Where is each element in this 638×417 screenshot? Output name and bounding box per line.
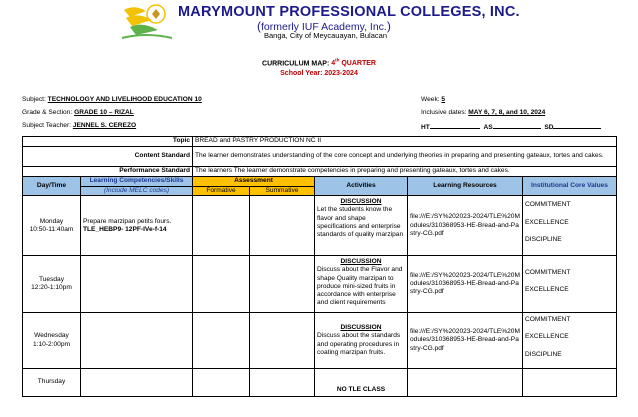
formative-cell: [193, 196, 250, 256]
school-seal-icon: [116, 2, 174, 42]
former-name-text: formerly IUF Academy, Inc.: [261, 21, 387, 33]
header-row: [23, 177, 617, 187]
content-standard-label: Content Standard: [23, 147, 193, 167]
col-melc-note: (Include MELC codes): [81, 187, 193, 196]
week-line: Week: 5: [421, 96, 446, 103]
activity-cell: DISCUSSION Discuss about the Flavor and shape Quality marzipan to produce mini-sized fruits in accordance with enterprise and client requirements: [315, 256, 408, 313]
col-day: Day/Time: [23, 177, 81, 196]
formative-cell: [193, 368, 250, 396]
table-row: [23, 196, 617, 256]
performance-standard-value: The learners The learner demonstrate competencies in preparing and presenting gateaux, tortes and cakes.: [193, 167, 617, 177]
table-row: [23, 313, 617, 369]
col-core-values: Institutional Core Values: [523, 177, 617, 196]
summative-cell: [250, 256, 315, 313]
resource-cell: file:///E:/SY%202023-2024/TLE%20Modules/310368953-HE-Bread-and-Pastry-CG.pdf: [408, 196, 523, 256]
competency-cell: [81, 256, 193, 313]
competency-cell: [81, 313, 193, 369]
topic-value: BREAD and PASTRY PRODUCTION NC II: [193, 137, 617, 147]
day-cell: Thursday: [23, 368, 81, 396]
day-cell: Wednesday 1:10-2:00pm: [23, 313, 81, 369]
competency-cell: [81, 368, 193, 396]
col-assessment: Assessment: [193, 177, 315, 187]
curriculum-table: [22, 136, 617, 397]
table-row: [23, 368, 617, 396]
col-activities: Activities: [315, 177, 408, 196]
signature-line: [421, 122, 601, 131]
performance-standard-label: Performance Standard: [23, 167, 193, 177]
activity-cell: DISCUSSION Discuss about the standards and operating procedures in coating marzipan fruits.: [315, 313, 408, 369]
school-year: School Year: 2023-2024: [280, 70, 358, 77]
content-standard-value: The learner demonstrates understanding of the core concept and underlying theories in preparing and presenting gateaux, tortes and cakes.: [193, 147, 617, 167]
dates-line: Inclusive dates: MAY 6, 7, 8, and 10, 2024: [421, 109, 546, 116]
values-cell: COMMITMENT EXCELLENCE DISCIPLINE: [523, 313, 617, 369]
topic-label: Topic: [23, 137, 193, 147]
topic-row: [23, 137, 617, 147]
activity-cell: NO TLE CLASS: [315, 368, 408, 396]
col-formative: Formative: [193, 187, 250, 196]
teacher-line: Subject Teacher: JENNEL S. CEREZO: [22, 122, 137, 129]
as-label: AS: [483, 124, 493, 131]
school-name: MARYMOUNT PROFESSIONAL COLLEGES, INC.: [178, 4, 520, 20]
former-name: (formerly IUF Academy, Inc.): [257, 19, 391, 33]
col-summative: Summative: [250, 187, 315, 196]
activity-cell: DISCUSSION Let the students know the flavor and shape specifications and enterprise standards of quality marzipan: [315, 196, 408, 256]
formative-cell: [193, 313, 250, 369]
resource-cell: file:///E:/SY%202023-2024/TLE%20Modules/310368953-HE-Bread-and-Pastry-CG.pdf: [408, 256, 523, 313]
values-cell: [523, 368, 617, 396]
day-cell: Tuesday 12:20-1:10pm: [23, 256, 81, 313]
curriculum-map-title: [0, 58, 638, 67]
col-learning-competencies: Learning Competencies/Skills: [81, 177, 193, 187]
summative-cell: [250, 368, 315, 396]
competency-cell: Prepare marzipan petits fours. TLE_HEBP9- 12PF-IVe-f-14: [81, 196, 193, 256]
values-cell: COMMITMENT EXCELLENCE DISCIPLINE: [523, 196, 617, 256]
grade-value: GRADE 10 – RIZAL: [74, 109, 134, 116]
grade-line: Grade & Section: GRADE 10 – RIZAL: [22, 109, 134, 116]
formative-cell: [193, 256, 250, 313]
resource-cell: [408, 368, 523, 396]
summative-cell: [250, 196, 315, 256]
title-main: CURRICULUM MAP:: [262, 60, 330, 68]
sd-label: SD: [544, 124, 554, 131]
col-resources: Learning Resources: [408, 177, 523, 196]
day-cell: Monday 10:50-11:40am: [23, 196, 81, 256]
school-address: Banga, City of Meycauayan, Bulacan: [264, 31, 387, 40]
dates-value: MAY 6, 7, 8, and 10, 2024: [468, 109, 546, 116]
subject-value: TECHNOLOGY AND LIVELIHOOD EDUCATION 10: [47, 96, 202, 103]
resource-cell: file:///E:/SY%202023-2024/TLE%20Modules/310368953-HE-Bread-and-Pastry-CG.pdf: [408, 313, 523, 369]
content-standard-row: [23, 147, 617, 167]
values-cell: COMMITMENT EXCELLENCE: [523, 256, 617, 313]
subject-line: Subject: TECHNOLOGY AND LIVELIHOOD EDUCATION 10: [22, 96, 202, 103]
teacher-value: JENNEL S. CEREZO: [72, 122, 137, 129]
title-quarter: 4th QUARTER: [331, 58, 376, 68]
ht-label: HT: [421, 124, 430, 131]
week-value: 5: [441, 96, 446, 103]
performance-standard-row: [23, 167, 617, 177]
table-row: [23, 256, 617, 313]
summative-cell: [250, 313, 315, 369]
